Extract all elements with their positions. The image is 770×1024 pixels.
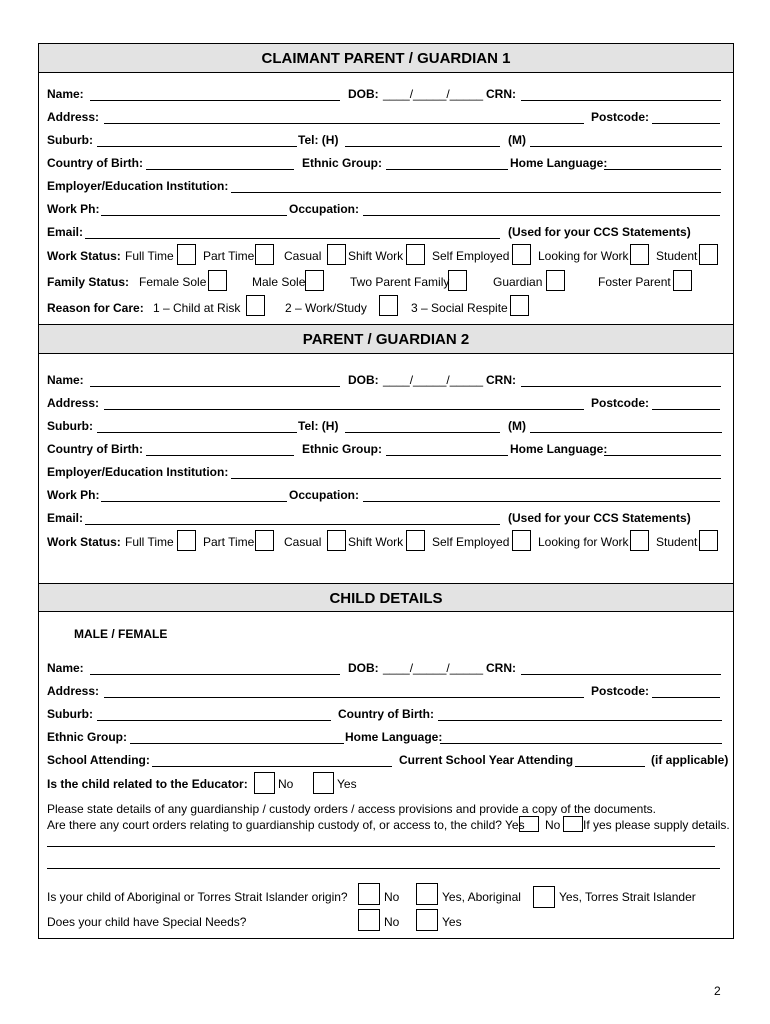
address-field[interactable] — [104, 123, 584, 124]
child-address-label: Address: — [47, 684, 100, 698]
ws-student-label: Student — [656, 535, 698, 549]
fs-two-parent-checkbox[interactable] — [448, 270, 467, 291]
ws-casual-checkbox[interactable] — [327, 244, 346, 265]
ws-part-time-label: Part Time — [203, 249, 255, 263]
occupation-field[interactable] — [363, 501, 720, 502]
ws-full-time-label: Full Time — [125, 535, 174, 549]
tel-h-label: Tel: (H) — [298, 419, 339, 433]
related-no-label: No — [278, 777, 294, 791]
ccs-note: (Used for your CCS Statements) — [508, 225, 691, 239]
ws-part-time-label: Part Time — [203, 535, 255, 549]
work-status-label: Work Status: — [47, 249, 121, 263]
suburb-label: Suburb: — [47, 419, 93, 433]
tsi-yes-label: Yes, Torres Strait Islander — [559, 890, 696, 904]
fs-male-sole-label: Male Sole — [252, 275, 306, 289]
ethnic-label: Ethnic Group: — [302, 156, 382, 170]
dob-field[interactable]: ____/_____/_____ — [383, 87, 484, 101]
ethnic-field[interactable] — [386, 455, 508, 456]
special-needs-no-label: No — [384, 915, 400, 929]
ws-self-employed-checkbox[interactable] — [512, 244, 531, 265]
home-language-label: Home Language: — [510, 156, 608, 170]
child-ethnic-label: Ethnic Group: — [47, 730, 127, 744]
ws-student-label: Student — [656, 249, 698, 263]
ws-shift-label: Shift Work — [348, 249, 404, 263]
related-yes-checkbox[interactable] — [313, 772, 334, 794]
ws-part-time-checkbox[interactable] — [255, 244, 274, 265]
home-language-label: Home Language: — [510, 442, 608, 456]
school-year-label: Current School Year Attending — [399, 753, 574, 767]
ws-shift-checkbox[interactable] — [406, 530, 425, 551]
name-label: Name: — [47, 373, 84, 387]
occupation-field[interactable] — [363, 215, 720, 216]
country-field[interactable] — [146, 455, 294, 456]
work-ph-label: Work Ph: — [47, 488, 100, 502]
special-needs-yes-label: Yes — [442, 915, 462, 929]
special-needs-question: Does your child have Special Needs? — [47, 915, 247, 929]
fs-female-sole-checkbox[interactable] — [208, 270, 227, 291]
court-orders-yes-checkbox[interactable] — [519, 816, 539, 832]
child-home-language-label: Home Language: — [345, 730, 443, 744]
occupation-label: Occupation: — [289, 488, 360, 502]
aboriginal-yes-label: Yes, Aboriginal — [442, 890, 521, 904]
country-label: Country of Birth: — [47, 442, 143, 456]
related-yes-label: Yes — [337, 777, 357, 791]
postcode-label: Postcode: — [591, 110, 650, 124]
page-number: 2 — [714, 984, 721, 998]
country-field[interactable] — [146, 169, 294, 170]
guardianship-instructions: Please state details of any guardianship / custody orders / access provisions and provide a copy of the documents. — [47, 802, 657, 816]
dob-label: DOB: — [348, 373, 379, 387]
name-field[interactable] — [90, 100, 340, 101]
school-year-field[interactable] — [575, 766, 645, 767]
name-label: Name: — [47, 87, 84, 101]
ws-casual-checkbox[interactable] — [327, 530, 346, 551]
child-home-language-field[interactable] — [440, 743, 722, 744]
child-postcode-label: Postcode: — [591, 684, 650, 698]
ccs-note: (Used for your CCS Statements) — [508, 511, 691, 525]
tsi-yes-checkbox[interactable] — [533, 886, 555, 908]
fs-two-parent-label: Two Parent Family — [350, 275, 450, 289]
court-orders-question: Are there any court orders relating to guardianship custody of, or access to, the child? Yes — [47, 818, 525, 832]
dob-field[interactable]: ____/_____/_____ — [383, 373, 484, 387]
child-dob-label: DOB: — [348, 661, 379, 675]
ws-looking-label: Looking for Work — [538, 249, 629, 263]
ws-self-employed-label: Self Employed — [432, 249, 510, 263]
ws-self-employed-label: Self Employed — [432, 535, 510, 549]
work-ph-field[interactable] — [101, 215, 287, 216]
ws-casual-label: Casual — [284, 535, 322, 549]
rc-risk-label: 1 – Child at Risk — [153, 301, 241, 315]
employer-field[interactable] — [231, 192, 721, 193]
ws-part-time-checkbox[interactable] — [255, 530, 274, 551]
guardianship-details-line-1[interactable] — [47, 846, 715, 847]
court-orders-no-checkbox[interactable] — [563, 816, 583, 832]
reason-label: Reason for Care: — [47, 301, 144, 315]
child-name-label: Name: — [47, 661, 84, 675]
ethnic-field[interactable] — [386, 169, 508, 170]
work-ph-label: Work Ph: — [47, 202, 100, 216]
crn-label: CRN: — [486, 373, 516, 387]
suburb-field[interactable] — [97, 432, 297, 433]
ethnic-label: Ethnic Group: — [302, 442, 382, 456]
dob-label: DOB: — [348, 87, 379, 101]
work-ph-field[interactable] — [101, 501, 287, 502]
fs-male-sole-checkbox[interactable] — [305, 270, 324, 291]
school-attending-field[interactable] — [152, 766, 392, 767]
child-country-label: Country of Birth: — [338, 707, 434, 721]
ws-looking-label: Looking for Work — [538, 535, 629, 549]
suburb-label: Suburb: — [47, 133, 93, 147]
court-orders-no-label: No — [545, 818, 561, 832]
section-title-parent-1: CLAIMANT PARENT / GUARDIAN 1 — [39, 44, 733, 73]
address-label: Address: — [47, 110, 100, 124]
ws-self-employed-checkbox[interactable] — [512, 530, 531, 551]
section-title-child: CHILD DETAILS — [39, 583, 733, 612]
ws-looking-checkbox[interactable] — [630, 530, 649, 551]
aboriginal-question: Is your child of Aboriginal or Torres Strait Islander origin? — [47, 890, 348, 904]
child-crn-field[interactable] — [521, 674, 721, 675]
gender-label: MALE / FEMALE — [74, 627, 168, 641]
court-orders-supply: If yes please supply details. — [583, 818, 730, 832]
employer-label: Employer/Education Institution: — [47, 465, 229, 479]
child-postcode-field[interactable] — [652, 697, 720, 698]
ws-shift-checkbox[interactable] — [406, 244, 425, 265]
work-status-label: Work Status: — [47, 535, 121, 549]
fs-foster-checkbox[interactable] — [673, 270, 692, 291]
ws-full-time-checkbox[interactable] — [177, 530, 196, 551]
aboriginal-yes-checkbox[interactable] — [416, 883, 438, 905]
fs-foster-label: Foster Parent — [598, 275, 671, 289]
address-field[interactable] — [104, 409, 584, 410]
email-field[interactable] — [85, 524, 500, 525]
ws-full-time-label: Full Time — [125, 249, 174, 263]
name-field[interactable] — [90, 386, 340, 387]
family-status-label: Family Status: — [47, 275, 130, 289]
aboriginal-no-checkbox[interactable] — [358, 883, 380, 905]
ws-student-checkbox[interactable] — [699, 244, 718, 265]
child-suburb-label: Suburb: — [47, 707, 93, 721]
ws-casual-label: Casual — [284, 249, 322, 263]
fs-guardian-label: Guardian — [493, 275, 543, 289]
home-language-field[interactable] — [604, 169, 721, 170]
child-crn-label: CRN: — [486, 661, 516, 675]
fs-guardian-checkbox[interactable] — [546, 270, 565, 291]
address-label: Address: — [47, 396, 100, 410]
special-needs-no-checkbox[interactable] — [358, 909, 380, 931]
special-needs-yes-checkbox[interactable] — [416, 909, 438, 931]
email-label: Email: — [47, 225, 84, 239]
child-ethnic-field[interactable] — [130, 743, 344, 744]
tel-h-label: Tel: (H) — [298, 133, 339, 147]
home-language-field[interactable] — [604, 455, 721, 456]
employer-field[interactable] — [231, 478, 721, 479]
aboriginal-no-label: No — [384, 890, 400, 904]
rc-work-checkbox[interactable] — [379, 295, 398, 316]
child-related-label: Is the child related to the Educator: — [47, 777, 248, 791]
postcode-field[interactable] — [652, 409, 720, 410]
guardianship-details-line-2[interactable] — [47, 868, 720, 869]
section-title-parent-2: PARENT / GUARDIAN 2 — [39, 324, 733, 354]
rc-risk-checkbox[interactable] — [246, 295, 265, 316]
employer-label: Employer/Education Institution: — [47, 179, 229, 193]
if-applicable-label: (if applicable) — [651, 753, 729, 767]
tel-h-field[interactable] — [345, 432, 500, 433]
tel-m-label: (M) — [508, 133, 526, 147]
child-name-field[interactable] — [90, 674, 340, 675]
related-no-checkbox[interactable] — [254, 772, 275, 794]
email-field[interactable] — [85, 238, 500, 239]
crn-field[interactable] — [521, 386, 721, 387]
crn-label: CRN: — [486, 87, 516, 101]
fs-female-sole-label: Female Sole — [139, 275, 207, 289]
ws-full-time-checkbox[interactable] — [177, 244, 196, 265]
school-attending-label: School Attending: — [47, 753, 150, 767]
tel-m-field[interactable] — [530, 146, 722, 147]
suburb-field[interactable] — [97, 146, 297, 147]
ws-looking-checkbox[interactable] — [630, 244, 649, 265]
ws-shift-label: Shift Work — [348, 535, 404, 549]
rc-respite-label: 3 – Social Respite — [411, 301, 508, 315]
postcode-field[interactable] — [652, 123, 720, 124]
tel-m-label: (M) — [508, 419, 526, 433]
ws-student-checkbox[interactable] — [699, 530, 718, 551]
occupation-label: Occupation: — [289, 202, 360, 216]
tel-m-field[interactable] — [530, 432, 722, 433]
child-suburb-field[interactable] — [97, 720, 331, 721]
postcode-label: Postcode: — [591, 396, 650, 410]
child-address-field[interactable] — [104, 697, 584, 698]
tel-h-field[interactable] — [345, 146, 500, 147]
crn-field[interactable] — [521, 100, 721, 101]
rc-work-label: 2 – Work/Study — [285, 301, 367, 315]
email-label: Email: — [47, 511, 84, 525]
rc-respite-checkbox[interactable] — [510, 295, 529, 316]
country-label: Country of Birth: — [47, 156, 143, 170]
child-country-field[interactable] — [438, 720, 722, 721]
child-dob-field[interactable]: ____/_____/_____ — [383, 661, 484, 675]
